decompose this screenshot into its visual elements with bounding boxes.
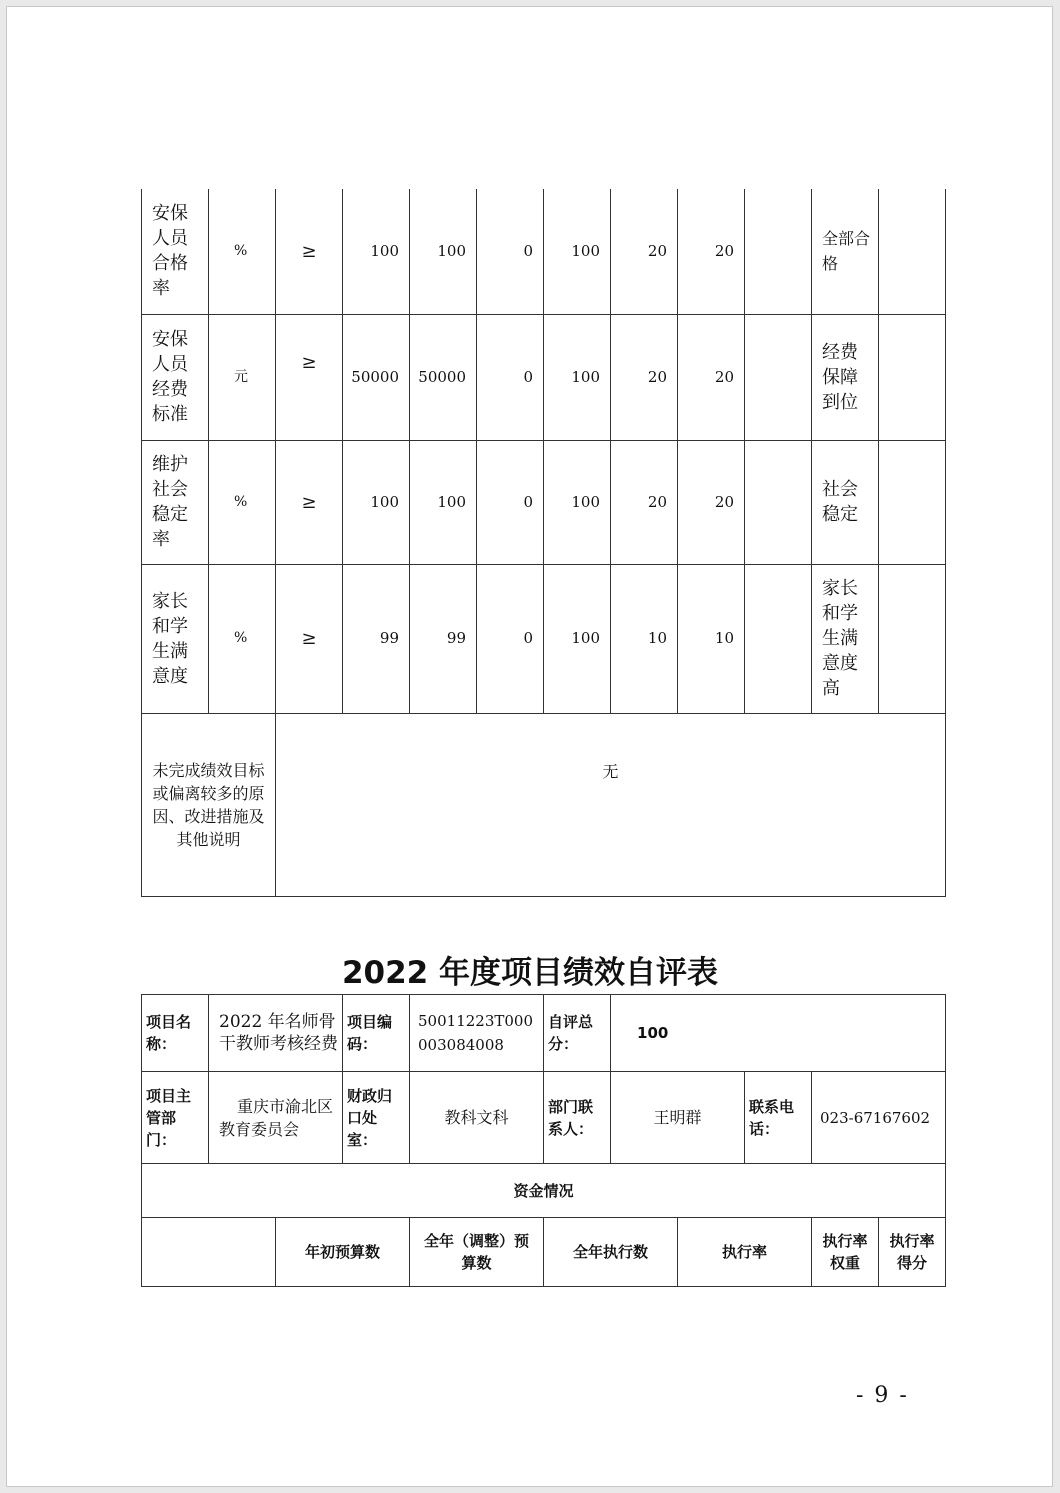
unit-cell: 元 [209, 314, 276, 440]
extra-cell [879, 189, 946, 314]
value-cell: 20 [678, 314, 745, 440]
funds-header: 资金情况 [142, 1164, 946, 1218]
value-cell: 20 [611, 314, 678, 440]
value-cell: 50000 [343, 314, 410, 440]
column-header-adjusted-budget: 全年（调整）预算数 [410, 1218, 544, 1287]
value-cell: 100 [410, 440, 477, 564]
value-cell [745, 314, 812, 440]
unit-cell: % [209, 564, 276, 713]
value-cell: 99 [410, 564, 477, 713]
project-name: 2022 年名师骨干教师考核经费 [209, 995, 343, 1072]
contact-label: 部门联系人： [544, 1072, 611, 1164]
finance-value: 教科文科 [410, 1072, 544, 1164]
remark-value: 无 [276, 713, 946, 896]
value-cell: 100 [544, 564, 611, 713]
value-cell: 20 [611, 189, 678, 314]
extra-cell [879, 564, 946, 713]
comparison-symbol: ≥ [276, 189, 343, 314]
indicator-row [142, 564, 946, 713]
value-cell: 10 [678, 564, 745, 713]
value-cell: 100 [343, 189, 410, 314]
value-cell: 0 [477, 189, 544, 314]
value-cell: 100 [544, 440, 611, 564]
dept-value: 重庆市渝北区教育委员会 [209, 1072, 343, 1164]
finance-label: 财政归口处室： [343, 1072, 410, 1164]
value-cell [745, 440, 812, 564]
note-cell: 经费保障到位 [812, 314, 879, 440]
value-cell: 50000 [410, 314, 477, 440]
extra-cell [879, 314, 946, 440]
note-cell: 家长和学生满意度高 [812, 564, 879, 713]
value-cell: 0 [477, 440, 544, 564]
indicator-name: 维护社会稳定率 [142, 440, 209, 564]
value-cell [745, 564, 812, 713]
value-cell: 99 [343, 564, 410, 713]
project-code-label: 项目编码： [343, 995, 410, 1072]
indicator-row [142, 314, 946, 440]
note-cell: 全部合格 [812, 189, 879, 314]
value-cell: 10 [611, 564, 678, 713]
indicator-name: 安保人员经费标准 [142, 314, 209, 440]
unit-cell: % [209, 440, 276, 564]
value-cell: 0 [477, 564, 544, 713]
column-header-annual-execution: 全年执行数 [544, 1218, 678, 1287]
value-cell: 0 [477, 314, 544, 440]
contact-value: 王明群 [611, 1072, 745, 1164]
value-cell [745, 189, 812, 314]
value-cell: 100 [343, 440, 410, 564]
self-score-label: 自评总分： [544, 995, 611, 1072]
indicator-name: 家长和学生满意度 [142, 564, 209, 713]
indicator-row [142, 440, 946, 564]
column-header-blank [142, 1218, 276, 1287]
page-number: - 9 - [856, 1383, 909, 1408]
remark-label: 未完成绩效目标或偏离较多的原因、改进措施及其他说明 [142, 713, 276, 896]
comparison-symbol: ≥ [276, 564, 343, 713]
project-code: 50011223T000003084008 [410, 995, 544, 1072]
column-header-initial-budget: 年初预算数 [276, 1218, 410, 1287]
indicator-name: 安保人员合格率 [142, 189, 209, 314]
form-title: 2022 年度项目绩效自评表 [341, 955, 719, 991]
extra-cell [879, 440, 946, 564]
indicator-row [142, 189, 946, 314]
note-cell: 社会稳定 [812, 440, 879, 564]
value-cell: 100 [410, 189, 477, 314]
value-cell: 100 [544, 189, 611, 314]
comparison-symbol: ≥ [276, 314, 343, 440]
unit-cell: % [209, 189, 276, 314]
column-header-execution-rate: 执行率 [678, 1218, 812, 1287]
performance-indicator-table [141, 189, 946, 897]
column-header-rate-weight: 执行率权重 [812, 1218, 879, 1287]
dept-label: 项目主管部门： [142, 1072, 209, 1164]
project-name-label: 项目名称： [142, 995, 209, 1072]
self-score: 100 [611, 995, 946, 1072]
phone-value: 023-67167602 [812, 1072, 946, 1164]
project-evaluation-table [141, 994, 946, 1287]
value-cell: 20 [611, 440, 678, 564]
comparison-symbol: ≥ [276, 440, 343, 564]
value-cell: 20 [678, 189, 745, 314]
phone-label: 联系电话： [745, 1072, 812, 1164]
value-cell: 20 [678, 440, 745, 564]
column-header-rate-score: 执行率得分 [879, 1218, 946, 1287]
value-cell: 100 [544, 314, 611, 440]
